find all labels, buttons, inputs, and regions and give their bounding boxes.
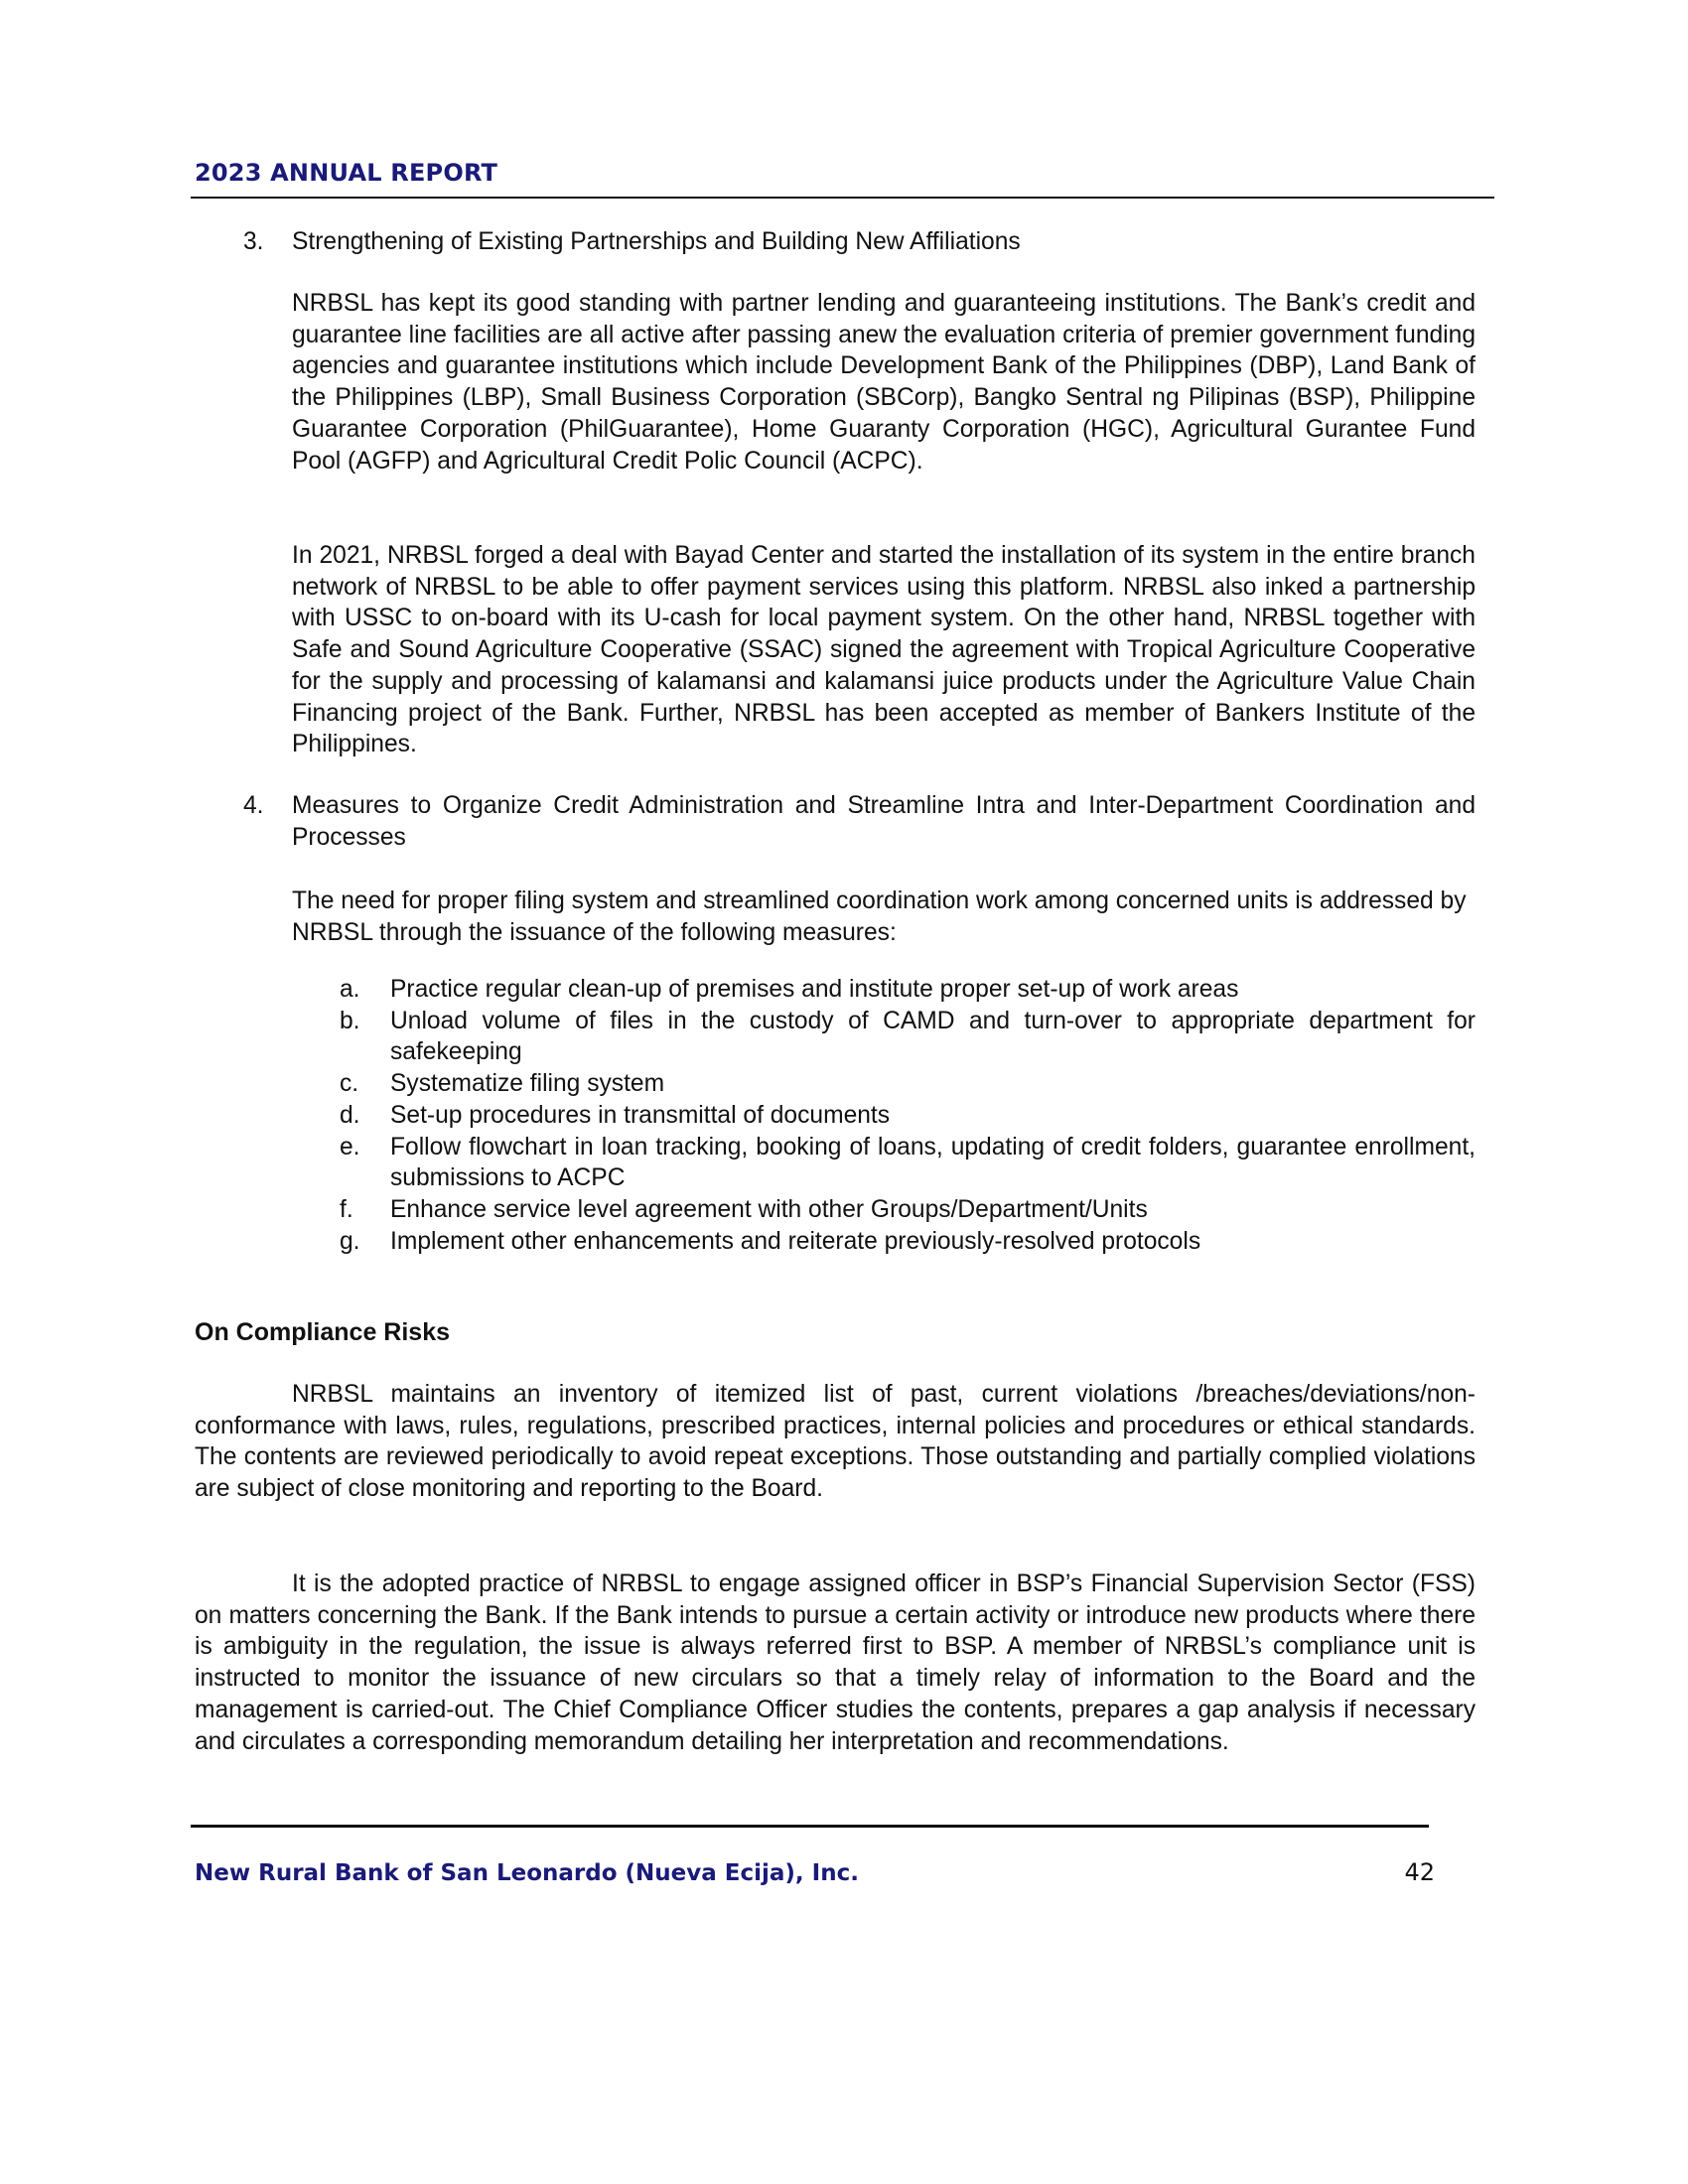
footer-organization-name: New Rural Bank of San Leonardo (Nueva Ecija), Inc.	[195, 1860, 859, 1886]
report-header-title: 2023 ANNUAL REPORT	[195, 159, 498, 187]
measure-item	[340, 1100, 1476, 1132]
measure-letter: g.	[340, 1227, 360, 1255]
page-number: 42	[1404, 1858, 1435, 1886]
item-title-credit-administration: Measures to Organize Credit Administration and Streamline Intra and Inter-Department Coordination and Processes	[292, 792, 1476, 851]
measure-letter: c.	[340, 1070, 359, 1098]
section-heading-compliance-risks: On Compliance Risks	[195, 1318, 451, 1346]
measure-item	[340, 1132, 1476, 1194]
measure-letter: b.	[340, 1007, 360, 1034]
measure-item	[340, 1006, 1476, 1068]
measure-letter: a.	[340, 976, 360, 1003]
measure-text: Implement other enhancements and reiterate previously-resolved protocols	[390, 1227, 1201, 1255]
item-number-4: 4.	[243, 792, 264, 819]
item-number-3: 3.	[243, 228, 264, 255]
credit-administration-intro: The need for proper filing system and streamlined coordination work among concerned units is addressed by NRBSL through the issuance of the following measures:	[292, 887, 1467, 946]
measure-letter: e.	[340, 1133, 360, 1160]
measures-list	[340, 974, 1476, 1257]
measure-text: Set-up procedures in transmittal of documents	[390, 1101, 891, 1129]
footer-divider	[191, 1825, 1429, 1828]
measure-item	[340, 1194, 1476, 1226]
compliance-paragraph-2: It is the adopted practice of NRBSL to engage assigned officer in BSP’s Financial Supervision Sector (FSS) on matters concerning the Bank. If the Bank intends to pursue a certain activity or introduce new products where there is ambiguity in the regulation, the issue is always referred first to BSP. A member of NRBSL’s compliance unit is instructed to monitor the issuance of new circulars so that a timely relay of information to the Board and the management is carried-out. The Chief Compliance Officer studies the contents, prepares a gap analysis if necessary and circulates a corresponding memorandum detailing her interpretation and recommendations.	[195, 1570, 1476, 1755]
compliance-paragraph-1: NRBSL maintains an inventory of itemized list of past, current violations /breaches/deviations/non-conformance with laws, rules, regulations, prescribed practices, internal policies and procedures or ethical standards. The contents are reviewed periodically to avoid repeat exceptions. Those outstanding and partially complied violations are subject of close monitoring and reporting to the Board.	[195, 1381, 1476, 1503]
item-title-partnerships: Strengthening of Existing Partnerships and Building New Affiliations	[292, 228, 1021, 255]
partnerships-paragraph-2: In 2021, NRBSL forged a deal with Bayad Center and started the installation of its system in the entire branch network of NRBSL to be able to offer payment services using this platform. NRBSL also inked a partnership with USSC to on-board with its U-cash for local payment system. On the other hand, NRBSL together with Safe and Sound Agriculture Cooperative (SSAC) signed the agreement with Tropical Agriculture Cooperative for the supply and processing of kalamansi and kalamansi juice products under the Agriculture Value Chain Financing project of the Bank. Further, NRBSL has been accepted as member of Bankers Institute of the Philippines.	[292, 542, 1476, 758]
measure-item	[340, 1068, 1476, 1100]
measure-text: Follow flowchart in loan tracking, booking of loans, updating of credit folders, guarantee enrollment, submissions to ACPC	[390, 1133, 1476, 1192]
measure-item	[340, 1226, 1476, 1258]
header-divider	[191, 197, 1494, 199]
measure-text: Unload volume of files in the custody of CAMD and turn-over to appropriate department for safekeeping	[390, 1007, 1476, 1066]
measure-letter: f.	[340, 1195, 353, 1223]
measure-text: Practice regular clean-up of premises and institute proper set-up of work areas	[390, 976, 1239, 1003]
measure-item	[340, 974, 1476, 1006]
partnerships-paragraph-1: NRBSL has kept its good standing with partner lending and guaranteeing institutions. The Bank’s credit and guarantee line facilities are all active after passing anew the evaluation criteria of premier government funding agencies and guarantee institutions which include Development Bank of the Philippines (DBP), Land Bank of the Philippines (LBP), Small Business Corporation (SBCorp), Bangko Sentral ng Pilipinas (BSP), Philippine Guarantee Corporation (PhilGuarantee), Home Guaranty Corporation (HGC), Agricultural Gurantee Fund Pool (AGFP) and Agricultural Credit Polic Council (ACPC).	[292, 290, 1476, 475]
measure-letter: d.	[340, 1101, 360, 1129]
measure-text: Enhance service level agreement with other Groups/Department/Units	[390, 1195, 1148, 1223]
measure-text: Systematize filing system	[390, 1070, 665, 1098]
